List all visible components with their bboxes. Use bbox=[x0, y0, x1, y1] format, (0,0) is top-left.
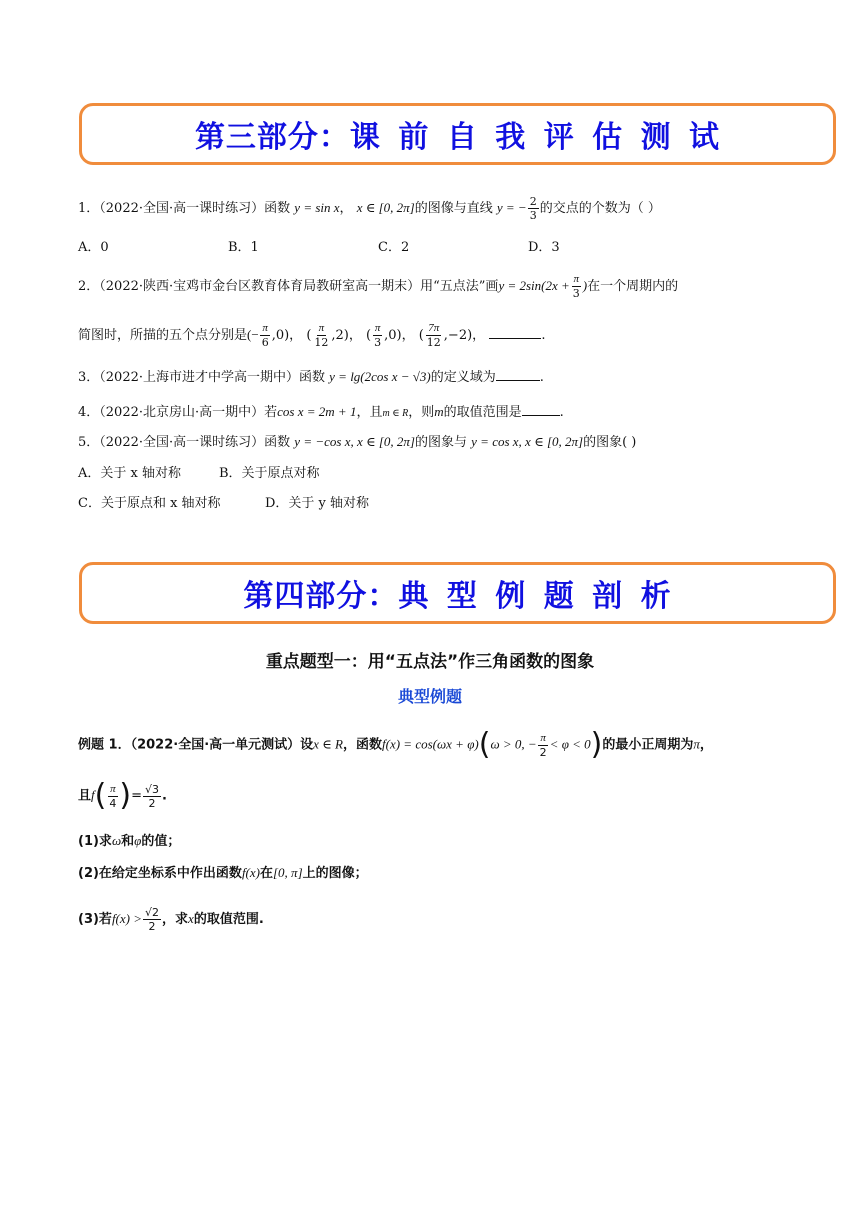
option-a: A．关于 x 轴对称 bbox=[78, 466, 181, 481]
math-expression: [0, π] bbox=[273, 865, 303, 880]
math-expression: ) bbox=[582, 278, 588, 293]
option-b: B．1 bbox=[228, 240, 259, 255]
answer-blank[interactable] bbox=[522, 403, 560, 416]
point-label: ( bbox=[366, 328, 372, 343]
point-label: ( bbox=[418, 328, 424, 343]
example-label: 例题 1．（2022·全国·高一单元测试）设 bbox=[78, 737, 314, 753]
question-text: . bbox=[539, 370, 544, 385]
math-expression: y = cos x, x ∈ [0, 2π] bbox=[471, 434, 584, 449]
part-label: (2)在给定坐标系中作出函数 bbox=[78, 866, 242, 881]
question-number: 1． bbox=[78, 201, 100, 216]
math-expression: x bbox=[188, 911, 194, 926]
question-number: 3． bbox=[78, 370, 100, 385]
fraction-numerator: √2 bbox=[145, 906, 160, 919]
topic-heading: 重点题型一：用“五点法”作三角函数的图象 bbox=[265, 652, 595, 672]
question-4 bbox=[78, 403, 820, 423]
fraction-numerator: π bbox=[540, 731, 546, 744]
point-label: ( bbox=[306, 328, 312, 343]
fraction bbox=[143, 783, 161, 810]
fraction-denominator: 4 bbox=[109, 796, 117, 810]
question-source: （2022·全国·高一课时练习） bbox=[99, 435, 265, 450]
fraction-denominator: 2 bbox=[148, 920, 156, 933]
fraction-denominator: 2 bbox=[539, 745, 547, 759]
question-text: 的取值范围是 bbox=[443, 405, 522, 420]
question-text: 若 bbox=[264, 405, 278, 420]
math-expression: y = − bbox=[496, 200, 527, 215]
question-number: 5． bbox=[78, 435, 100, 450]
option-d: D．关于 y 轴对称 bbox=[265, 496, 370, 511]
fraction-denominator: 3 bbox=[572, 287, 580, 300]
question-5 bbox=[78, 433, 820, 452]
fraction bbox=[528, 195, 539, 222]
answer-blank[interactable] bbox=[496, 368, 540, 381]
math-expression: cos x = 2m + 1 bbox=[277, 404, 357, 419]
example-part-1 bbox=[78, 832, 820, 851]
question-number: 4． bbox=[78, 405, 100, 420]
example-part-3 bbox=[78, 906, 820, 933]
question-text: 的值； bbox=[141, 834, 181, 849]
example-subheading: 典型例题 bbox=[397, 687, 462, 706]
question-source: （2022·上海市进才中学高一期中） bbox=[99, 370, 299, 385]
point-label: ,2)， bbox=[331, 328, 362, 343]
fraction-denominator: 12 bbox=[426, 336, 441, 349]
option-c: C．2 bbox=[378, 240, 410, 255]
question-text: 函数 bbox=[264, 201, 291, 216]
question-text: ，且 bbox=[356, 405, 383, 420]
question-3 bbox=[78, 368, 820, 387]
question-text: . bbox=[559, 405, 564, 420]
fraction-denominator: 6 bbox=[261, 336, 269, 349]
math-expression: f bbox=[91, 787, 95, 803]
question-text: 在 bbox=[259, 866, 273, 881]
question-text: ， bbox=[699, 737, 713, 753]
question-text: 函数 bbox=[264, 435, 291, 450]
fraction-numerator: π bbox=[318, 322, 325, 334]
question-text: . bbox=[162, 788, 167, 804]
math-expression: π bbox=[693, 736, 700, 752]
question-text: 简图时，所描的五个点分别是 bbox=[78, 328, 248, 343]
option-a: A．0 bbox=[78, 240, 109, 255]
fraction bbox=[538, 732, 549, 759]
fraction-denominator: 3 bbox=[529, 209, 537, 222]
fraction-denominator: 2 bbox=[148, 796, 156, 810]
point-label: (− bbox=[247, 327, 259, 342]
question-text: ， bbox=[339, 201, 353, 216]
math-expression: y = −cos x, x ∈ [0, 2π] bbox=[294, 434, 415, 449]
math-expression: f(x) bbox=[241, 865, 260, 880]
question-text: ，函数 bbox=[342, 737, 382, 753]
question-text: ，则 bbox=[408, 405, 435, 420]
fraction-denominator: 3 bbox=[374, 336, 382, 349]
answer-blank[interactable] bbox=[489, 326, 541, 339]
option-c: C．关于原点和 x 轴对称 bbox=[78, 496, 221, 511]
math-expression: ω > 0, − bbox=[490, 736, 537, 752]
question-1 bbox=[78, 195, 820, 222]
question-text: 和 bbox=[121, 834, 135, 849]
fraction-numerator: √3 bbox=[144, 782, 159, 796]
math-expression: f(x) = cos(ωx + φ) bbox=[382, 736, 479, 752]
part-label: (3)若 bbox=[78, 912, 112, 927]
question-2 bbox=[78, 273, 820, 300]
question-2-line-2 bbox=[78, 322, 820, 349]
right-paren-glyph: ) bbox=[119, 778, 132, 813]
section-banner-3 bbox=[79, 103, 836, 165]
question-text: 的图像与直线 bbox=[414, 201, 493, 216]
question-text: 的图象与 bbox=[415, 435, 468, 450]
point-label: ,−2)， bbox=[443, 328, 486, 343]
example-1-line-2 bbox=[78, 778, 820, 813]
point-label: ,0)， bbox=[271, 328, 303, 343]
fraction bbox=[571, 273, 582, 300]
question-text: 的图象( ) bbox=[583, 435, 637, 450]
question-text: 的取值范围. bbox=[193, 912, 264, 927]
math-expression: y = 2sin(2x + bbox=[498, 278, 570, 293]
question-number: 2． bbox=[78, 279, 100, 294]
question-text: 的交点的个数为（ ） bbox=[539, 201, 661, 216]
question-source: （2022·陕西·宝鸡市金台区教育体育局教研室高一期末） bbox=[99, 279, 421, 294]
section-title: 第四部分：典 型 例 题 剖 析 bbox=[243, 579, 672, 614]
question-text: 的定义域为 bbox=[430, 370, 496, 385]
part-label: (1)求 bbox=[78, 834, 112, 849]
question-text: 上的图像； bbox=[302, 866, 368, 881]
question-text: 函数 bbox=[299, 370, 326, 385]
right-paren-glyph: ) bbox=[590, 727, 603, 762]
point-label: ,0)， bbox=[384, 328, 415, 343]
math-expression: f(x) > bbox=[111, 911, 142, 926]
question-text: 在一个周期内的 bbox=[587, 279, 679, 294]
option-b: B．关于原点对称 bbox=[219, 466, 320, 481]
math-expression: y = lg(2cos x − √3) bbox=[329, 369, 431, 384]
fraction bbox=[372, 322, 383, 349]
fraction bbox=[425, 322, 443, 349]
fraction-numerator: 2 bbox=[529, 195, 537, 208]
math-expression: < φ < 0 bbox=[549, 736, 591, 752]
fraction-denominator: 12 bbox=[314, 336, 329, 349]
question-source: （2022·全国·高一课时练习） bbox=[99, 201, 265, 216]
section-title: 第三部分：课 前 自 我 评 估 测 试 bbox=[194, 120, 721, 155]
fraction-numerator: π bbox=[374, 322, 381, 334]
fraction bbox=[312, 322, 330, 349]
fraction-numerator: π bbox=[110, 782, 116, 795]
option-d: D．3 bbox=[528, 240, 560, 255]
fraction bbox=[107, 783, 118, 810]
question-text: ，求 bbox=[162, 912, 189, 927]
question-text: 且 bbox=[78, 788, 92, 804]
left-paren-glyph: ( bbox=[478, 727, 491, 762]
math-expression: = bbox=[131, 788, 142, 804]
question-text: 用“五点法”画 bbox=[420, 279, 499, 294]
fraction-numerator: π bbox=[573, 273, 580, 285]
math-expression: m bbox=[434, 404, 444, 419]
math-expression: x ∈ R bbox=[313, 736, 343, 752]
question-text: 的最小正周期为 bbox=[602, 737, 694, 753]
left-paren-glyph: ( bbox=[94, 778, 107, 813]
math-expression: m ∈ R bbox=[382, 408, 409, 419]
fraction bbox=[260, 322, 271, 349]
fraction-numerator: 7π bbox=[428, 322, 440, 334]
math-expression: ω bbox=[111, 833, 122, 848]
math-expression: φ bbox=[134, 833, 142, 848]
math-expression: x ∈ [0, 2π] bbox=[356, 200, 415, 215]
fraction bbox=[143, 906, 161, 933]
math-expression: y = sin x bbox=[294, 200, 340, 215]
section-banner-4 bbox=[79, 562, 836, 624]
question-text: . bbox=[541, 328, 546, 343]
example-part-2 bbox=[78, 864, 820, 883]
example-1 bbox=[78, 727, 820, 762]
fraction-numerator: π bbox=[262, 322, 268, 334]
question-source: （2022·北京房山·高一期中） bbox=[99, 405, 265, 420]
